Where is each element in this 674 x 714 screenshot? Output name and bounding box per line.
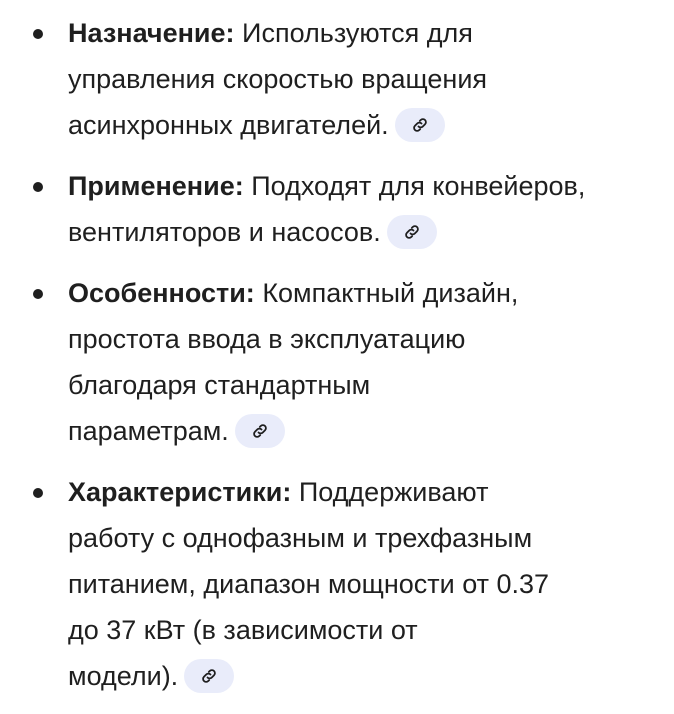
bullet-list [0,10,674,714]
item-text: простота ввода в эксплуатацию [68,324,466,354]
bullet-icon [33,488,43,498]
bullet-icon [33,182,43,192]
item-line [68,515,674,561]
item-text: работу с однофазным и трехфазным [68,523,533,553]
source-link-button[interactable] [235,414,285,448]
item-label: Особенности: [68,278,255,308]
list-item [0,10,674,148]
item-line [68,408,674,454]
item-label: Назначение: [68,18,235,48]
source-link-button[interactable] [184,659,234,693]
list-item [0,469,674,699]
link-icon [411,116,429,134]
item-text: управления скоростью вращения [68,64,488,94]
item-line [68,561,674,607]
link-icon [200,667,218,685]
item-text: Используются для [242,18,473,48]
item-text: до 37 кВт (в зависимости от [68,615,418,645]
item-text: Поддерживают [298,477,489,507]
bullet-icon [33,289,43,299]
item-line [68,102,674,148]
item-text: асинхронных двигателей. [68,110,389,140]
item-line [68,270,674,316]
source-link-button[interactable] [395,108,445,142]
item-line [68,10,674,56]
item-line [68,653,674,699]
item-text: параметрам. [68,416,229,446]
item-text: вентиляторов и насосов. [68,217,381,247]
item-line [68,209,674,255]
item-text: Компактный дизайн, [262,278,519,308]
list-item [0,163,674,255]
item-label: Характеристики: [68,477,292,507]
link-icon [403,223,421,241]
item-label: Применение: [68,171,244,201]
list-item [0,270,674,454]
item-line [68,316,674,362]
source-link-button[interactable] [387,215,437,249]
item-line [68,469,674,515]
item-text: Подходят для конвейеров, [251,171,586,201]
item-line [68,163,674,209]
item-text: благодаря стандартным [68,370,371,400]
item-text: модели). [68,661,179,691]
item-line [68,362,674,408]
bullet-icon [33,29,43,39]
item-line [68,56,674,102]
link-icon [251,422,269,440]
item-line [68,607,674,653]
item-text: питанием, диапазон мощности от 0.37 [68,569,550,599]
